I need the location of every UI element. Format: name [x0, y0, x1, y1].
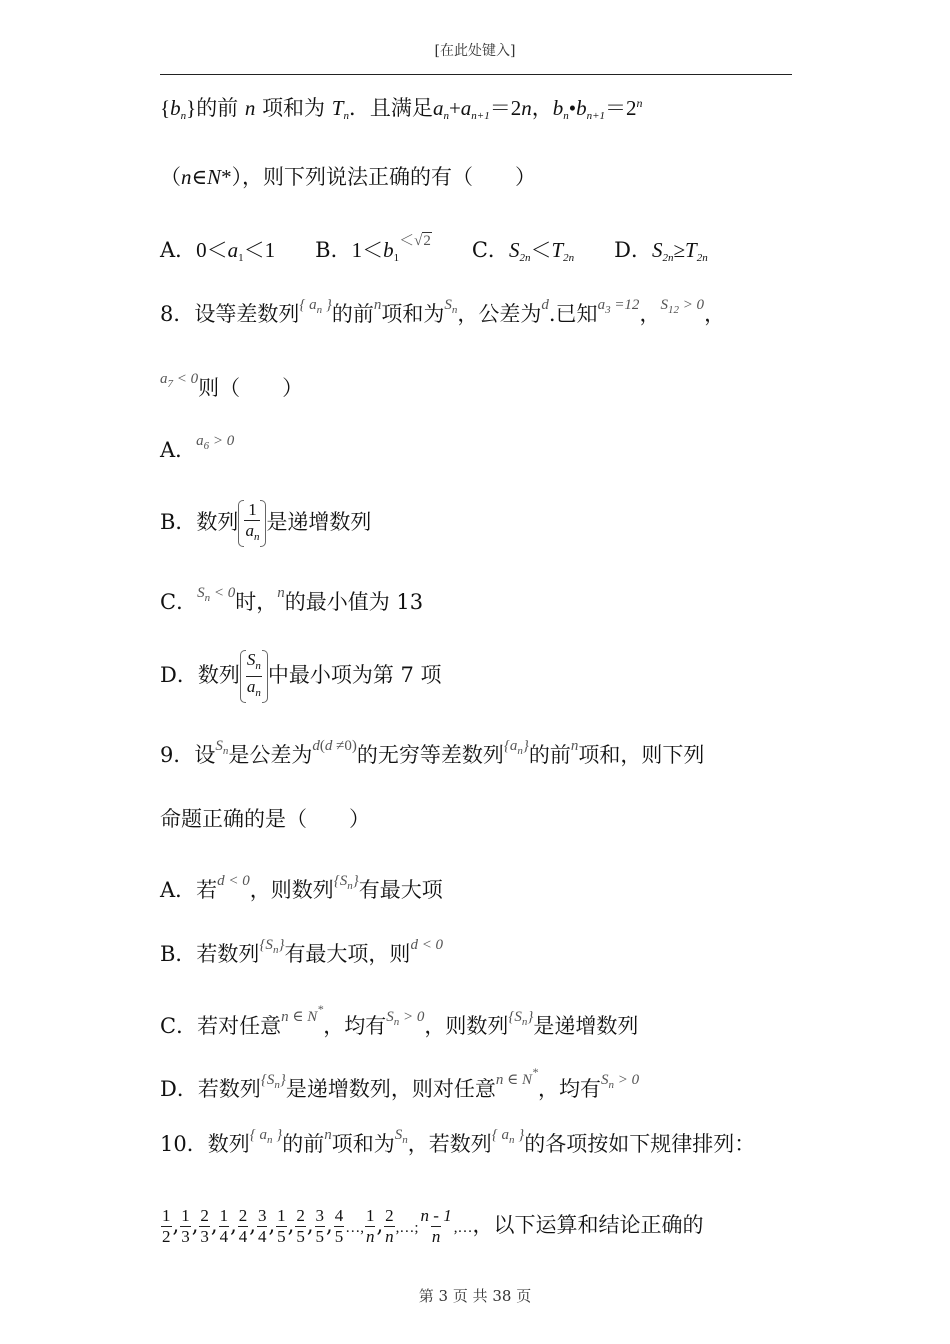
- q9-option-c[interactable]: C．若对任意n ∈ N*，均有$S_n > 0$，则数列$\{S_n\}$是递增数列: [160, 1002, 639, 1038]
- header-rule: [160, 74, 792, 75]
- q10-stem-line-1: 10．数列{ $a_n$ }的前n项和为$S_n$，若数列{ $a_n$ }的各项按如下规律排列：: [160, 1127, 756, 1156]
- page-footer: 第 3 页 共 38 页: [418, 1287, 532, 1305]
- q9-option-d[interactable]: D．若数列$\{S_n\}$是递增数列，则对任意n ∈ N*，均有$S_n > 0$: [160, 1065, 640, 1101]
- q7-option-c[interactable]: C．$S_{2n}<T_{2n}$: [471, 238, 575, 264]
- q8-stem-line-2: $a_7 < 0$则（ ）: [160, 371, 304, 400]
- q8-stem-line-1: 8．设等差数列{ $a_n$ }的前n项和为$S_n$，公差为d.已知$a_3 =12$，$S_{12} > 0$，: [160, 297, 726, 326]
- q7-option-b[interactable]: B．$1<b_1<√2$: [315, 233, 431, 264]
- q9-stem-line-1: 9．设$S_n$是公差为d(d ≠0)的无穷等差数列$\{a_n\}$的前n项和，则下列: [160, 738, 705, 767]
- q7-option-a[interactable]: A．$0<a_1<1$: [160, 238, 276, 264]
- q8-option-d[interactable]: D．数列 $\frac{S_n}{a_n}$ 中最小项为第 7 项: [160, 650, 442, 703]
- q7-line-2: （n∈N*），则下列说法正确的有（ ）: [160, 165, 537, 189]
- q7-options: [160, 226, 708, 273]
- q8-option-a[interactable]: A．$a_6 > 0$: [160, 433, 235, 462]
- q7-option-d[interactable]: D．$S_{2n}\ge T_{2n}$: [614, 238, 708, 264]
- q10-sequence-line: $\frac{1}{2}$ , $\frac{1}{3}$ , $\frac{2}{3}$ , $\frac{1}{4}$ , $\frac{2}{4}$ , $\frac{3}{4}$ , $\frac{1}{5}$ , $\frac{2}{5}$ , $\frac{3}{5}$ , $\frac{4}{5}$ …, $\frac{1}{n}$ , $\frac{2}{n}$ ,…; $\frac{n - 1}{n}$ ,…，以下运算和结论正确的: [162, 1206, 704, 1246]
- q8-option-b[interactable]: B．数列 $\frac{1}{a_n}$ 是递增数列: [160, 500, 371, 547]
- q8-option-c[interactable]: C．$S_n < 0$时，n的最小值为 13: [160, 585, 424, 614]
- q9-option-a[interactable]: A．若d < 0，则数列$\{S_n\}$有最大项: [160, 873, 443, 902]
- q7-line-1: $\{b_n\}$的前 n 项和为 $T_n$．且满足$a_n+a_{n+1}=2n$，$b_n•b_{n+1}=2^n$: [160, 96, 643, 122]
- page-header: [在此处键入]: [434, 43, 516, 59]
- q9-option-b[interactable]: B．若数列$\{S_n\}$有最大项，则d < 0: [160, 937, 444, 966]
- q9-stem-line-2: 命题正确的是（ ）: [160, 807, 370, 831]
